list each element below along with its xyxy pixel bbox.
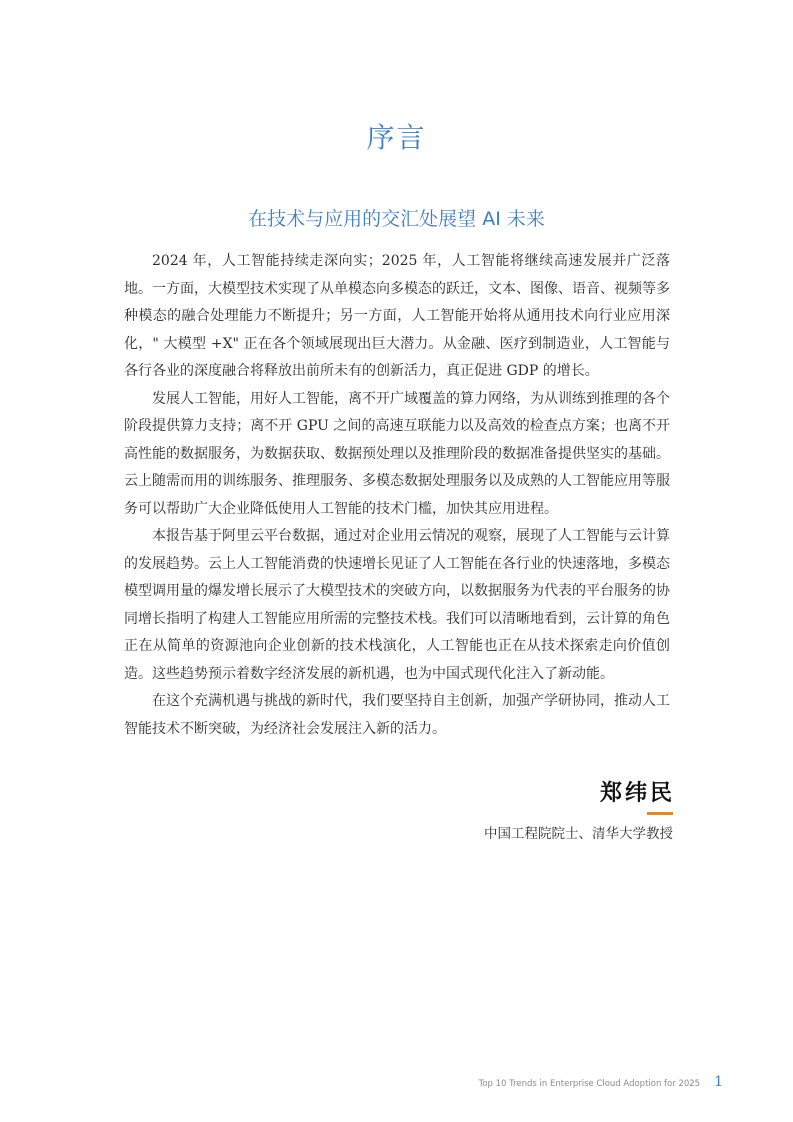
author-signature: 郑纬民 (599, 780, 675, 806)
paragraph-1: 2024 年，人工智能持续走深向实；2025 年，人工智能将继续高速发展并广泛落地。一方面，大模型技术实现了从单模态向多模态的跃迁，文本、图像、语音、视频等多种模态的融合处理能力不断提升；另一方面，人工智能开始将从通用技术向行业应用深化，" 大模型 +X" 正在各个领域展现出巨大潜力。从金融、医疗到制造业，人工智能与各行各业的深度融合将释放出前所未有的创新活力，真正促进 GDP 的增长。 (124, 253, 670, 379)
paragraph-3: 本报告基于阿里云平台数据，通过对企业用云情况的观察，展现了人工智能与云计算的发展趋势。云上人工智能消费的快速增长见证了人工智能在各行业的快速落地，多模态模型调用量的爆发增长展示了大模型技术的突破方向，以数据服务为代表的平台服务的协同增长指明了构建人工智能应用所需的完整技术栈。我们可以清晰地看到，云计算的角色正在从简单的资源池向企业创新的技术栈演化，人工智能也正在从技术探索走向价值创造。这些趋势预示着数字经济发展的新机遇，也为中国式现代化注入了新动能。 (124, 528, 670, 682)
paragraph-2: 发展人工智能，用好人工智能，离不开广域覆盖的算力网络，为从训练到推理的各个阶段提供算力支持；离不开 GPU 之间的高速互联能力以及高效的检查点方案；也离不开高性能的数据服务，为数据获取、数据预处理以及推理阶段的数据准备提供坚实的基础。云上随需而用的训练服务、推理服务、多模态数据处理服务以及成熟的人工智能应用等服务可以帮助广大企业降低使用人工智能的技术门槛，加快其应用进程。 (124, 390, 670, 517)
signature-underline (647, 812, 673, 815)
page-footer (479, 1074, 723, 1090)
page-title: 序言 (366, 121, 427, 154)
paragraph-4: 在这个充满机遇与挑战的新时代，我们要坚持自主创新，加强产学研协同，推动人工智能技术不断突破，为经济社会发展注入新的活力。 (124, 693, 670, 737)
footer-report-title: Top 10 Trends in Enterprise Cloud Adoption for 2025 (478, 1079, 701, 1089)
preface-body (124, 248, 670, 743)
author-title: 中国工程院院士、清华大学教授 (484, 826, 673, 842)
page-subtitle: 在技术与应用的交汇处展望 AI 未来 (248, 208, 545, 230)
page-number: 1 (714, 1074, 723, 1090)
